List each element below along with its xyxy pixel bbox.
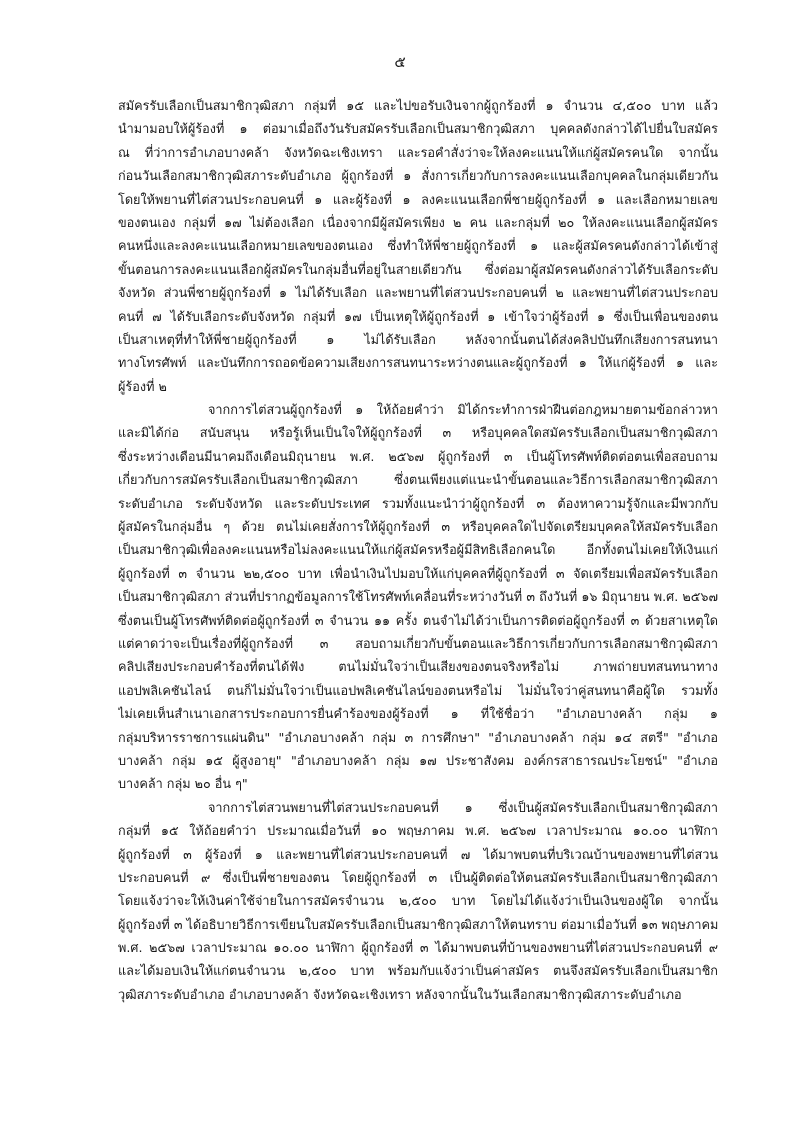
text-line: ไม่เคยเห็นสำเนาเอกสารประกอบการยื่นคำร้องของผู้ร้องที่ ๑ ที่ใช้ชื่อว่า "อำเภอบางคล้า กลุ่ม ๑ — [118, 706, 718, 722]
text-line: กลุ่มบริหารราชการแผ่นดิน" "อำเภอบางคล้า กลุ่ม ๓ การศึกษา" "อำเภอบางคล้า กลุ่ม ๑๔ สตรี" "อำเภอ — [118, 729, 718, 745]
text-line: ซึ่งตนเป็นผู้โทรศัพท์ติดต่อผู้ถูกร้องที่ ๓ จำนวน ๑๑ ครั้ง ตนจำไม่ได้ว่าเป็นการติดต่อผู้ถูกร้องที่ ๓ ด้วยสาเหตุใด — [118, 612, 718, 628]
text-line: แอปพลิเคชันไลน์ ตนก็ไม่มั่นใจว่าเป็นแอปพลิเคชันไลน์ของตนหรือไม่ ไม่มั่นใจว่าคู่สนทนาคือผู้ใด รวมทั้ง — [118, 682, 718, 698]
text-line: คนที่ ๗ ได้รับเลือกระดับจังหวัด กลุ่มที่ ๑๗ เป็นเหตุให้ผู้ถูกร้องที่ ๑ เข้าใจว่าผู้ร้องที่ ๑ ซึ่งเป็นเพื่อนของตน — [118, 308, 718, 324]
text-line: นำมามอบให้ผู้ร้องที่ ๑ ต่อมาเมื่อถึงวันรับสมัครรับเลือกเป็นสมาชิกวุฒิสภา บุคคลดังกล่าวได้ไปยื่นใบสมัคร — [118, 121, 718, 137]
text-line: เป็นสมาชิกวุฒิเพื่อลงคะแนนหรือไม่ลงคะแนนให้แก่ผู้สมัครหรือผู้มีสิทธิเลือกคนใด อีกทั้งตนไม่เคยให้เงินแก่ — [118, 542, 718, 558]
text-line: ประกอบคนที่ ๙ ซึ่งเป็นพี่ชายของตน โดยผู้ถูกร้องที่ ๓ เป็นผู้ติดต่อให้ตนสมัครรับเลือกเป็นสมาชิกวุฒิสภา — [118, 869, 718, 885]
text-line: และได้มอบเงินให้แก่ตนจำนวน ๒,๕๐๐ บาท พร้อมกับแจ้งว่าเป็นค่าสมัคร ตนจึงสมัครรับเลือกเป็นสมาชิก — [118, 963, 718, 979]
paragraph — [118, 796, 718, 1007]
text-line: จังหวัด ส่วนพี่ชายผู้ถูกร้องที่ ๑ ไม่ได้รับเลือก และพยานที่ไต่สวนประกอบคนที่ ๒ และพยานที่ไต่สวนประกอบ — [118, 285, 718, 301]
text-line: จากการไต่สวนพยานที่ไต่สวนประกอบคนที่ ๑ ซึ่งเป็นผู้สมัครรับเลือกเป็นสมาชิกวุฒิสภา — [208, 799, 718, 815]
text-line: คนหนึ่งและลงคะแนนเลือกหมายเลขของตนเอง ซึ่งทำให้พี่ชายผู้ถูกร้องที่ ๑ และผู้สมัครคนดังกล่าวได้เข้าสู่ — [118, 238, 718, 254]
text-line: ผู้ร้องที่ ๒ — [118, 378, 167, 394]
text-line: พ.ศ. ๒๕๖๗ เวลาประมาณ ๑๐.๐๐ นาฬิกา ผู้ถูกร้องที่ ๓ ได้มาพบตนที่บ้านของพยานที่ไต่สวนประกอบคนที่ ๙ — [118, 940, 718, 956]
text-line: ผู้ถูกร้องที่ ๓ ได้อธิบายวิธีการเขียนใบสมัครรับเลือกเป็นสมาชิกวุฒิสภาให้ตนทราบ ต่อมาเมื่อวันที่ ๑๓ พฤษภาคม — [118, 916, 718, 932]
text-line: ก่อนวันเลือกสมาชิกวุฒิสภาระดับอำเภอ ผู้ถูกร้องที่ ๑ สั่งการเกี่ยวกับการลงคะแนนเลือกบุคคลในกลุ่มเดียวกัน — [118, 168, 718, 184]
text-line: ณ ที่ว่าการอำเภอบางคล้า จังหวัดฉะเชิงเทรา และรอคำสั่งว่าจะให้ลงคะแนนให้แก่ผู้สมัครคนใด จากนั้น — [118, 144, 718, 160]
text-line: และมิได้ก่อ สนับสนุน หรือรู้เห็นเป็นใจให้ผู้ถูกร้องที่ ๓ หรือบุคคลใดสมัครรับเลือกเป็นสมาชิกวุฒิสภา — [118, 425, 718, 441]
text-line: ผู้สมัครในกลุ่มอื่น ๆ ด้วย ตนไม่เคยสั่งการให้ผู้ถูกร้องที่ ๓ หรือบุคคลใดไปจัดเตรียมบุคคลให้สมัครรับเลือก — [118, 519, 718, 535]
text-line: โดยแจ้งว่าจะให้เงินค่าใช้จ่ายในการสมัครจำนวน ๒,๕๐๐ บาท โดยไม่ได้แจ้งว่าเป็นเงินของผู้ใด จากนั้น — [118, 893, 718, 909]
paragraph — [118, 94, 718, 398]
text-line: กลุ่มที่ ๑๕ ให้ถ้อยคำว่า ประมาณเมื่อวันที่ ๑๐ พฤษภาคม พ.ศ. ๒๕๖๗ เวลาประมาณ ๑๐.๐๐ นาฬิกา — [118, 823, 718, 839]
text-line: คลิปเสียงประกอบคำร้องที่ตนได้ฟัง ตนไม่มั่นใจว่าเป็นเสียงของตนจริงหรือไม่ ภาพถ่ายบทสนทนาทาง — [118, 659, 718, 675]
text-line: ของตนเอง กลุ่มที่ ๑๗ ไม่ต้องเลือก เนื่องจากมีผู้สมัครเพียง ๒ คน และกลุ่มที่ ๒๐ ให้ลงคะแนนเลือกผู้สมัคร — [118, 214, 718, 230]
text-line: สมัครรับเลือกเป็นสมาชิกวุฒิสภา กลุ่มที่ ๑๕ และไปขอรับเงินจากผู้ถูกร้องที่ ๑ จำนวน ๔,๕๐๐ บาท แล้ว — [118, 98, 718, 113]
text-line: ขั้นตอนการลงคะแนนเลือกผู้สมัครในกลุ่มอื่นที่อยู่ในสายเดียวกัน ซึ่งต่อมาผู้สมัครคนดังกล่าวได้รับเลือกระดับ — [118, 261, 718, 277]
text-line: เป็นสมาชิกวุฒิสภา ส่วนที่ปรากฏข้อมูลการใช้โทรศัพท์เคลื่อนที่ระหว่างวันที่ ๓ ถึงวันที่ ๑๖ มิถุนายน พ.ศ. ๒๕๖๗ — [118, 589, 718, 605]
text-line: บางคล้า กลุ่ม ๑๕ ผู้สูงอายุ" "อำเภอบางคล้า กลุ่ม ๑๗ ประชาสังคม องค์กรสาธารณประโยชน์" "อำเภอ — [118, 752, 718, 768]
text-line: ผู้ถูกร้องที่ ๓ ผู้ร้องที่ ๑ และพยานที่ไต่สวนประกอบคนที่ ๗ ได้มาพบตนที่บริเวณบ้านของพยานที่ไต่สวน — [118, 846, 718, 862]
text-line: ผู้ถูกร้องที่ ๓ จำนวน ๒๒,๕๐๐ บาท เพื่อนำเงินไปมอบให้แก่บุคคลที่ผู้ถูกร้องที่ ๓ จัดเตรียมเพื่อสมัครรับเลือก — [118, 565, 718, 581]
text-line: วุฒิสภาระดับอำเภอ อำเภอบางคล้า จังหวัดฉะเชิงเทรา หลังจากนั้นในวันเลือกสมาชิกวุฒิสภาระดับอำเภอ — [118, 986, 682, 1002]
text-line: จากการไต่สวนผู้ถูกร้องที่ ๑ ให้ถ้อยคำว่า มิได้กระทำการฝ่าฝืนต่อกฎหมายตามข้อกล่าวหา — [208, 402, 718, 418]
paragraph — [118, 398, 718, 796]
text-line: บางคล้า กลุ่ม ๒๐ อื่น ๆ" — [118, 776, 248, 792]
text-line: ระดับอำเภอ ระดับจังหวัด และระดับประเทศ รวมทั้งแนะนำว่าผู้ถูกร้องที่ ๓ ต้องหาความรู้จักและมีพวกกับ — [118, 495, 718, 511]
body-text — [118, 94, 718, 1006]
text-line: โดยให้พยานที่ไต่สวนประกอบคนที่ ๑ และผู้ร้องที่ ๑ ลงคะแนนเลือกพี่ชายผู้ถูกร้องที่ ๑ และเลือกหมายเลข — [118, 191, 718, 207]
text-line: เกี่ยวกับการสมัครรับเลือกเป็นสมาชิกวุฒิสภา ซึ่งตนเพียงแต่แนะนำขั้นตอนและวิธีการเลือกสมาชิกวุฒิสภา — [118, 472, 718, 488]
text-line: แต่คาดว่าจะเป็นเรื่องที่ผู้ถูกร้องที่ ๓ สอบถามเกี่ยวกับขั้นตอนและวิธีการเกี่ยวกับการเลือกสมาชิกวุฒิสภา — [118, 635, 718, 651]
text-line: ทางโทรศัพท์ และบันทึกการถอดข้อความเสียงการสนทนาระหว่างตนและผู้ถูกร้องที่ ๑ ให้แก่ผู้ร้องที่ ๑ และ — [118, 355, 718, 371]
text-line: เป็นสาเหตุที่ทำให้พี่ชายผู้ถูกร้องที่ ๑ ไม่ได้รับเลือก หลังจากนั้นตนได้ส่งคลิปบันทึกเสียงการสนทนา — [118, 331, 718, 347]
text-line: ซึ่งระหว่างเดือนมีนาคมถึงเดือนมิถุนายน พ.ศ. ๒๕๖๗ ผู้ถูกร้องที่ ๓ เป็นผู้โทรศัพท์ติดต่อตนเพื่อสอบถาม — [118, 448, 718, 464]
page-number: ๕ — [394, 53, 406, 71]
